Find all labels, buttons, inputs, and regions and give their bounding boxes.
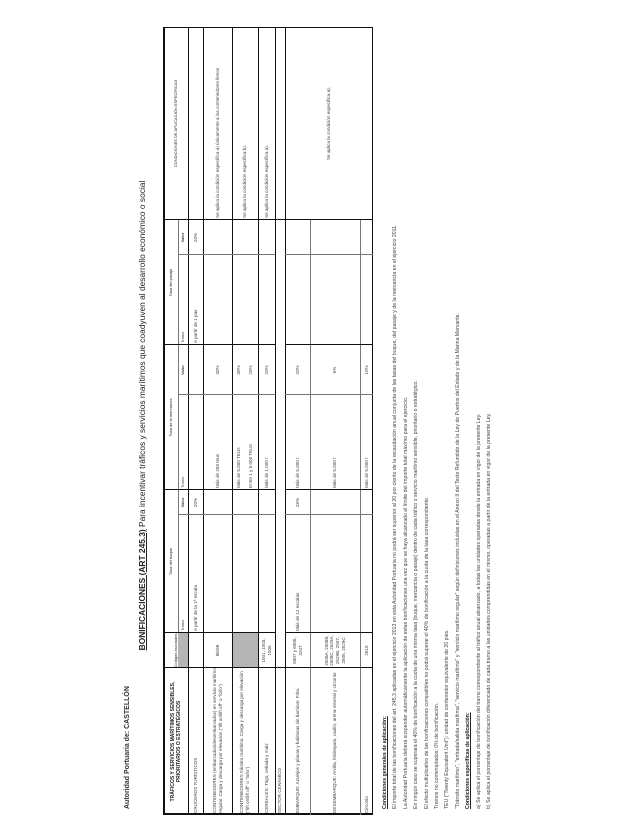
header-tasa-buque: Tasa del buque	[167, 547, 173, 576]
row-cruceros-buque-valor: 20%	[192, 497, 198, 508]
document-title	[137, 0, 147, 831]
row-contenedores-regular-merc-valor: 40%	[214, 365, 220, 375]
row-cereales-trafico: CEREALES: Trigo, cebada y maíz	[263, 743, 269, 813]
row-cruceros-buque-tramo: A partir de la 1ª escala	[192, 585, 198, 631]
header-buque-valor: Valor	[180, 497, 186, 508]
general-condition-7: "Tránsito marítimo", "entrada/salida marítima", "servicio marítimo" y "servicio marítimo regular" según definiciones incluidas en el Anexo II del Texto Refundido de la Ley de Puertos del Estado y de la Marina Mercante.	[454, 313, 461, 809]
title-description: Para incentivar tráficos y servicios marítimos que coadyuven al desarrollo económico o social	[137, 180, 147, 530]
row-desembarque-merc-valor: 5%	[332, 366, 338, 374]
row-contenedores-transito-merc-tramo-1: Más de 5.000 TEUs	[236, 447, 242, 488]
row-cereales-merc-valor: 20%	[263, 365, 269, 375]
row-contenedores-transito-merc-valor-2: 25%	[248, 365, 254, 375]
row-embarque-trafico: EMBARQUE: Azulejos y placas y baldosas sin barnizar. Frita.	[294, 687, 300, 813]
specific-condition-a: a) Se aplica el porcentaje de bonificación del tramo correspondiente al tráfico anual alcanzado, a todas las unidades operadas desde la entrada en vigor de la presente Ley.	[475, 413, 482, 809]
row-cereales-merc-tramo: Más de 1.000 t	[263, 457, 269, 488]
row-embarque-codigos: 6907 y 6908, 3207	[291, 637, 303, 664]
general-condition-3: En ningún caso se superará el 40% de bonificación a la cuota de una misma tasa (buque, mercancía o pasaje) dentro de cada tráfico o servicio marítimo sensible, prioritario o estratégico.	[413, 380, 420, 809]
row-contenedores-regular-trafico: CONTENEDORES (embarcados/desembarcados) en servicio marítimo regular. Carga y descarga por elevación ("lift on/lift off" o "lo/lo")	[211, 668, 223, 813]
row-contenedores-transito-trafico: CONTENEDORES tránsito marítimo. Carga y descarga por elevación ("lift on/lift off" o "lo/lo")	[239, 671, 250, 813]
title-article: BONIFICACIONES (ART 245.3)	[137, 529, 147, 651]
row-contenedores-transito-merc-tramo-2: Entre 1 y 5.000 TEUs	[248, 444, 254, 488]
row-desembarque-trafico: DESEMBARQUE: Arcilla, feldespato, caolín, arena mineral y circonio	[332, 672, 338, 813]
row-embarque-buque-valor: 25%	[294, 497, 300, 508]
row-cruceros-pasaje-valor: 20%	[192, 232, 198, 243]
header-traficos: TRÁFICOS Y SERVICIOS MARÍTIMOS SENSIBLES, PRIORITARIOS O ESTRATÉGICOS	[169, 681, 182, 802]
header-tasa-pasaje: Tasa del pasaje	[167, 268, 173, 297]
authority-label: Autoridad Portuaria de: CASTELLÓN	[124, 686, 131, 809]
row-sector-ceramico-label: SECTOR CERÁMICO	[277, 767, 283, 813]
header-condiciones: CONDICIONES DE APLICACIÓN ESPECÍFICAS	[172, 79, 178, 168]
row-circonio-merc-valor: 10%	[363, 365, 369, 375]
row-contenedores-transito-merc-valor-1: 35%	[236, 365, 242, 375]
header-pasaje-tramo: Tramo	[180, 331, 186, 343]
specific-condition-b: b) Se aplica el porcentaje de bonificación diferenciado de cada tramo a las unidades comprendidas en el mismo, operadas a partir de la entrada en vigor de la presente Ley.	[486, 412, 493, 809]
row-contenedores-regular-condiciones: Se aplica la condición específica a) únicamente a los contenedores llenos	[214, 67, 220, 218]
row-embarque-merc-valor: 20%	[294, 365, 300, 375]
row-embarque-buque-tramo: Más de 12 escalas	[294, 592, 300, 631]
row-cereales-codigos: 1001, 1003, 1005	[260, 638, 272, 663]
row-circonio-merc-tramo: Más de 5.000 t	[363, 457, 369, 488]
header-tasa-mercancia: Tasa de la mercancía	[167, 398, 173, 437]
codigos-shade-contenedores-transito	[232, 633, 258, 668]
general-condition-4: El efecto multiplicativo de las bonificaciones compatibles no podrá superar el 40% de bonificación a la cuota de la tasa correspondiente.	[423, 496, 430, 809]
specific-conditions-heading: Condiciones específicas de aplicación:	[465, 712, 472, 809]
notes-section	[380, 29, 494, 809]
row-contenedores-transito-condiciones: Se aplica la condición específica b).	[242, 144, 248, 218]
bonificaciones-table	[163, 27, 373, 815]
general-conditions-heading: Condiciones generales de aplicación:	[382, 716, 388, 809]
row-circonio-trafico: Circonio	[363, 796, 369, 813]
row-cereales-condiciones: Se aplica la condición específica a).	[263, 144, 269, 218]
header-pasaje-valor: Valor	[180, 232, 186, 243]
general-condition-2: La Autoridad Portuaria deberá suspender automáticamente la aplicación de estas bonificaciones una vez que se haya alcanzado el límite del importe total máximo para el ejercicio.	[402, 396, 409, 809]
row-desembarque-codigos: 2508A, 2508B, 2508C, 2529A, 2529B, 2507, 2505, 2529C	[323, 635, 346, 666]
general-condition-5: Tramos no contemplados: 0% de bonificación.	[434, 702, 441, 809]
row-circonio-codigos: 2615	[363, 645, 369, 656]
row-contenedores-regular-codigos: 86/99	[214, 644, 220, 657]
general-condition-6: TEU ("Twenty Equivalent Unit"): unidad de contenedor equivalente de 20 pies.	[444, 629, 451, 809]
header-merc-valor: Valor	[180, 365, 186, 375]
row-ceramico-condiciones: Se aplica la condición específica a).	[326, 86, 332, 161]
header-merc-tramo: Tramo	[180, 476, 186, 488]
row-contenedores-regular-merc-tramo: Más de 250 teus	[214, 454, 220, 488]
general-condition-1: El importe total de las bonificaciones del art. 245.3 aplicadas en el ejercicio 2013 en esta Autoridad Portuaria no podrá ser superior al 20 por ciento de la recaudación anual conjunta de las tasas del buque, del pasaje y de la mercancía en el ejercicio 2011.	[392, 224, 399, 809]
row-embarque-merc-tramo: Más de 5.000 t	[294, 457, 300, 488]
row-cruceros-trafico: CRUCEROS TURÍSTICOS	[192, 757, 198, 813]
header-codigos: Códigos asociados	[173, 633, 178, 668]
row-desembarque-merc-tramo: Más de 5.000 t	[332, 457, 338, 488]
header-buque-tramo: Tramo	[180, 619, 186, 631]
row-cruceros-pasaje-tramo: A partir de 1 pax	[192, 309, 198, 343]
